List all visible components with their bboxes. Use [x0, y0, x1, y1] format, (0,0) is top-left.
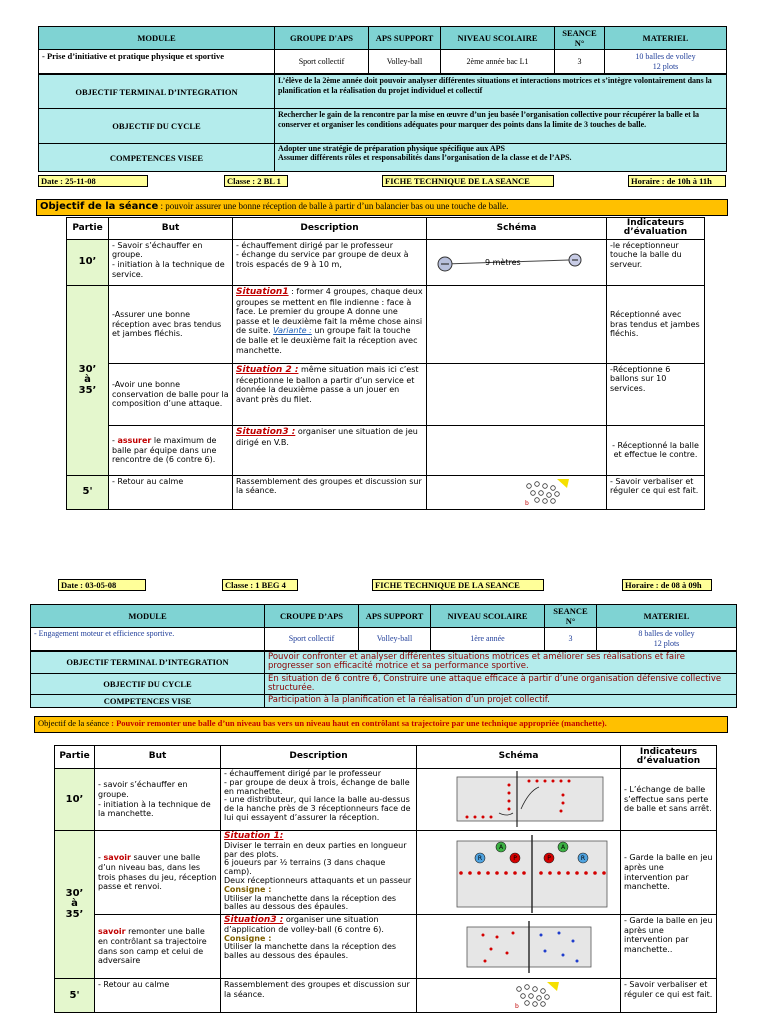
partie-time: 5' — [67, 475, 109, 509]
competences-text: Adopter une stratégie de préparation physique spécifique aux APS Assumer différents rôles et responsabilités dans l’organisation de la classe et de l’APS. — [275, 144, 727, 172]
indicateur-cell: - Savoir verbaliser et réguler ce qui est fait. — [621, 979, 717, 1013]
but-keyword: savoir — [103, 853, 131, 863]
but-prefix: - — [112, 435, 118, 445]
aps-support-header: APS SUPPORT — [369, 27, 441, 50]
svg-text:b: b — [525, 499, 529, 507]
partie-time: 10’ — [55, 769, 95, 831]
module-value: - Prise d’initiative et pratique physique et sportive — [39, 50, 275, 74]
variante-label: Variante : — [273, 326, 312, 336]
schema-cell — [427, 425, 607, 475]
partie-time: 30’ à 35’ — [55, 831, 95, 979]
svg-text:R: R — [580, 855, 586, 862]
but-text: sauver une balle d’un niveau bas, dans les trois phases du jeu, réception passe et renvoi. — [98, 853, 217, 892]
indicateur-cell: - L’échange de balle s’effectue sans perte de balle et sans arrêt. — [621, 769, 717, 831]
objectif-cycle-label: OBJECTIF DU CYCLE — [31, 673, 265, 695]
situation-label: Situation1 — [236, 286, 289, 297]
groupe-aps-value: Sport collectif — [265, 628, 359, 650]
schema-warmup-diagram — [417, 769, 621, 831]
objectif-terminal-label: OBJECTIF TERMINAL D’INTEGRATION — [31, 651, 265, 673]
indicateur-cell: - Réceptionné la balle et effectue le contre. — [607, 425, 705, 475]
sheet2-date: Date : 03-05-08 — [58, 579, 146, 591]
situation3-svg — [417, 915, 621, 979]
svg-text:b: b — [515, 1003, 519, 1010]
svg-text:R: R — [477, 855, 483, 862]
schema-cell — [427, 285, 607, 363]
aps-support-value: Volley-ball — [369, 50, 441, 74]
indicateur-cell: -le réceptionneur touche la balle du serveur. — [607, 239, 705, 285]
consigne-text: Utiliser la manchette dans la réception des balles au dessous des épaules. — [224, 893, 397, 912]
sheet1-date: Date : 25-11-08 — [38, 175, 148, 187]
description-cell — [221, 915, 417, 979]
situation-text: organiser une situation d’application de volley-ball (6 contre 6). — [224, 915, 384, 934]
groupe-aps-header: GROUPE D'APS — [275, 27, 369, 50]
distance-label: 9 mètres — [485, 257, 521, 267]
niveau-header: NIVEAU SCOLAIRE — [431, 605, 545, 628]
regroup-svg — [417, 979, 621, 1013]
warmup-svg — [417, 769, 621, 831]
but-keyword: assurer — [117, 435, 152, 445]
sheet1-info-table — [38, 26, 727, 172]
niveau-header: NIVEAU SCOLAIRE — [441, 27, 555, 50]
sheet2-info-table — [30, 604, 737, 708]
but-cell: - savoir s’échauffer en groupe. - initiation à la technique de la manchette. — [95, 769, 221, 831]
partie-header: Partie — [67, 218, 109, 240]
schema-regroup-diagram — [427, 475, 607, 509]
sheet1-objectif-seance — [36, 199, 728, 216]
regroup-svg — [427, 476, 607, 510]
seance-value: 3 — [545, 628, 597, 650]
module-header: MODULE — [39, 27, 275, 50]
materiel-line-1: 10 balles de volley — [635, 52, 696, 62]
but-cell: - Retour au calme — [109, 475, 233, 509]
variante-text: un groupe fait la touche de balle et le deuxième fait la réception avec manchette. — [236, 326, 418, 355]
indicateur-cell: - Garde la balle en jeu après une intervention par manchette.. — [621, 915, 717, 979]
objectif-cycle-text: Rechercher le gain de la rencontre par la mise en œuvre d’un jeu basée l’organisation collective pour récupérer la balle et la conserver et organiser les conditions adéquates pour marquer des points dans la limite de 3 touches de balle. — [275, 109, 727, 144]
objectif-seance-text: : Pouvoir remonter une balle d’un niveau bas vers un niveau haut en contrôlant sa trajectoire par une technique appropriée (manchette). — [109, 718, 607, 728]
but-cell — [95, 831, 221, 915]
service-diagram-svg — [427, 240, 607, 286]
groupe-aps-header: CROUPE D’APS — [265, 605, 359, 628]
situation-label: Situation 2 : — [236, 364, 299, 375]
sheet2-classe: Classe : 1 BEG 4 — [222, 579, 298, 591]
objectif-terminal-label: OBJECTIF TERMINAL D’INTEGRATION — [39, 75, 275, 109]
svg-text:P: P — [513, 855, 517, 862]
partie-header: Partie — [55, 746, 95, 769]
competences-label: COMPETENCES VISEE — [39, 144, 275, 172]
but-prefix: - — [98, 853, 104, 863]
situation-text: organiser une situation de jeu dirigé en V.B. — [236, 426, 418, 447]
indicateur-cell: -Réceptionne 6 ballons sur 10 services. — [607, 363, 705, 425]
situation-label: Situation3 : — [236, 426, 296, 437]
sheet1-classe: Classe : 2 BL 1 — [224, 175, 288, 187]
indicateur-cell: - Garde la balle en jeu après une intervention par manchette. — [621, 831, 717, 915]
seance-header: SEANCE N° — [545, 605, 597, 628]
objectif-seance-label: Objectif de la séance — [38, 718, 110, 728]
objectif-terminal-text: Pouvoir confronter et analyser différentes situations motrices et améliorer ses réalisations et faire progresser son efficacité motrice et sa performance sportive. — [265, 651, 737, 673]
competences-label: COMPETENCES VISE — [31, 695, 265, 708]
seance-header: SEANCE N° — [555, 27, 605, 50]
situation-label: Situation3 : — [224, 915, 284, 925]
materiel-line-1: 8 balles de volley — [638, 629, 695, 639]
objectif-cycle-text: En situation de 6 contre 6, Construire une attaque efficace à partir d’une organisation défensive collective structurée. — [265, 673, 737, 695]
module-header: MODULE — [31, 605, 265, 628]
but-text: le maximum de balle par équipe dans une rencontre de (6 contre 6). — [112, 435, 217, 465]
objectif-seance-label: Objectif de la séance — [40, 201, 159, 212]
sheet1-lesson-table — [66, 217, 705, 510]
description-cell: - échauffement dirigé par le professeur - par groupe de deux à trois, échange de balle en manchette. - une distributeur, qui lance la balle au-dessus de la hanche près de 3 réceptionneurs face de lui qui essayent d’assurer la réception. — [221, 769, 417, 831]
but-cell: - Savoir s’échauffer en groupe. - initiation à la technique de service. — [109, 239, 233, 285]
schema-situation1-diagram — [417, 831, 621, 915]
situation1-svg — [417, 831, 621, 915]
sheet2-fiche-title: FICHE TECHNIQUE DE LA SEANCE — [372, 579, 544, 591]
materiel-line-2: 12 plots — [653, 638, 680, 648]
aps-support-value: Volley-ball — [359, 628, 431, 650]
indicateurs-header: Indicateurs d’évaluation — [607, 218, 705, 240]
sheet2-lesson-table — [54, 745, 717, 1013]
sheet2-objectif-seance — [34, 716, 728, 733]
description-cell — [221, 831, 417, 915]
description-cell: Rassemblement des groupes et discussion sur la séance. — [233, 475, 427, 509]
schema-header: Schéma — [427, 218, 607, 240]
but-keyword: savoir — [98, 927, 126, 937]
competences-text: Participation à la planification et la réalisation d’un projet collectif. — [265, 695, 737, 708]
sheet1-fiche-title: FICHE TECHNIQUE DE LA SEANCE — [382, 175, 554, 187]
aps-support-header: APS SUPPORT — [359, 605, 431, 628]
but-cell: -Avoir une bonne conservation de balle pour la composition d’une attaque. — [109, 363, 233, 425]
schema-service-diagram — [427, 239, 607, 285]
but-cell: -Assurer une bonne réception avec bras tendus et jambes fléchis. — [109, 285, 233, 363]
svg-text:A: A — [498, 844, 504, 851]
description-cell — [233, 425, 427, 475]
materiel-header: MATERIEL — [605, 27, 727, 50]
consigne-label: Consigne : — [224, 933, 272, 943]
but-cell — [95, 915, 221, 979]
materiel-line-2: 12 plots — [652, 61, 679, 71]
consigne-label: Consigne : — [224, 884, 272, 894]
svg-text:P: P — [547, 855, 551, 862]
schema-cell — [427, 363, 607, 425]
groupe-aps-value: Sport collectif — [275, 50, 369, 74]
objectif-cycle-label: OBJECTIF DU CYCLE — [39, 109, 275, 144]
seance-value: 3 — [555, 50, 605, 74]
objectif-seance-text: : pouvoir assurer une bonne réception de balle à partir d’un balancier bas ou une touche de balle. — [158, 201, 509, 211]
niveau-value: 1ère année — [431, 628, 545, 650]
but-cell: - Retour au calme — [95, 979, 221, 1013]
schema-situation3-diagram — [417, 915, 621, 979]
partie-time: 30’ à 35’ — [67, 285, 109, 475]
situation-text: : former 4 groupes, chaque deux groupes se mettent en file indienne : face à face. Le premier du groupe A donne une passe et le deuxième fait la même chose ainsi de suite. — [236, 286, 423, 336]
indicateur-cell: Réceptionné avec bras tendus et jambes fléchis. — [607, 285, 705, 363]
materiel-value — [605, 50, 727, 74]
but-header: But — [109, 218, 233, 240]
svg-text:A: A — [560, 844, 566, 851]
niveau-value: 2ème année bac L1 — [441, 50, 555, 74]
but-text: remonter une balle en contrôlant sa trajectoire dans son camp et celui de adversaire — [98, 927, 207, 966]
situation-text: même situation mais ici c’est réceptionne le ballon a partir d’un service et donnée la deuxième passe a un jouer en avant près du filet. — [236, 364, 419, 404]
situation-label: Situation 1: — [224, 831, 284, 841]
description-header: Description — [221, 746, 417, 769]
sheet2-horaire: Horaire : de 08 à 09h — [622, 579, 712, 591]
description-cell: Rassemblement des groupes et discussion sur la séance. — [221, 979, 417, 1013]
materiel-value — [597, 628, 737, 650]
partie-time: 10’ — [67, 239, 109, 285]
but-cell — [109, 425, 233, 475]
sheet1-horaire: Horaire : de 10h à 11h — [628, 175, 726, 187]
module-value: - Engagement moteur et efficience sportive. — [31, 628, 265, 650]
partie-time: 5' — [55, 979, 95, 1013]
situation-text: Diviser le terrain en deux parties en longueur par des plots. 6 joueurs par ½ terrains (3 dans chaque camp). Deux réceptionneurs attaquants et un passeur — [224, 840, 412, 886]
objectif-terminal-text: L’élève de la 2ème année doit pouvoir analyser différentes situations et interactions motrices et s’intègre volontairement dans la planification et la réalisation du projet individuel et collectif — [275, 75, 727, 109]
indicateurs-header: Indicateurs d’évaluation — [621, 746, 717, 769]
description-cell: - échauffement dirigé par le professeur - échange du service par groupe de deux à trois espacés de 9 à 10 m, — [233, 239, 427, 285]
schema-regroup-diagram — [417, 979, 621, 1013]
materiel-header: MATERIEL — [597, 605, 737, 628]
but-header: But — [95, 746, 221, 769]
consigne-text: Utiliser la manchette dans la réception des balles au dessous des épaules. — [224, 942, 397, 961]
description-header: Description — [233, 218, 427, 240]
schema-header: Schéma — [417, 746, 621, 769]
description-cell — [233, 285, 427, 363]
description-cell — [233, 363, 427, 425]
indicateur-cell: - Savoir verbaliser et réguler ce qui est fait. — [607, 475, 705, 509]
